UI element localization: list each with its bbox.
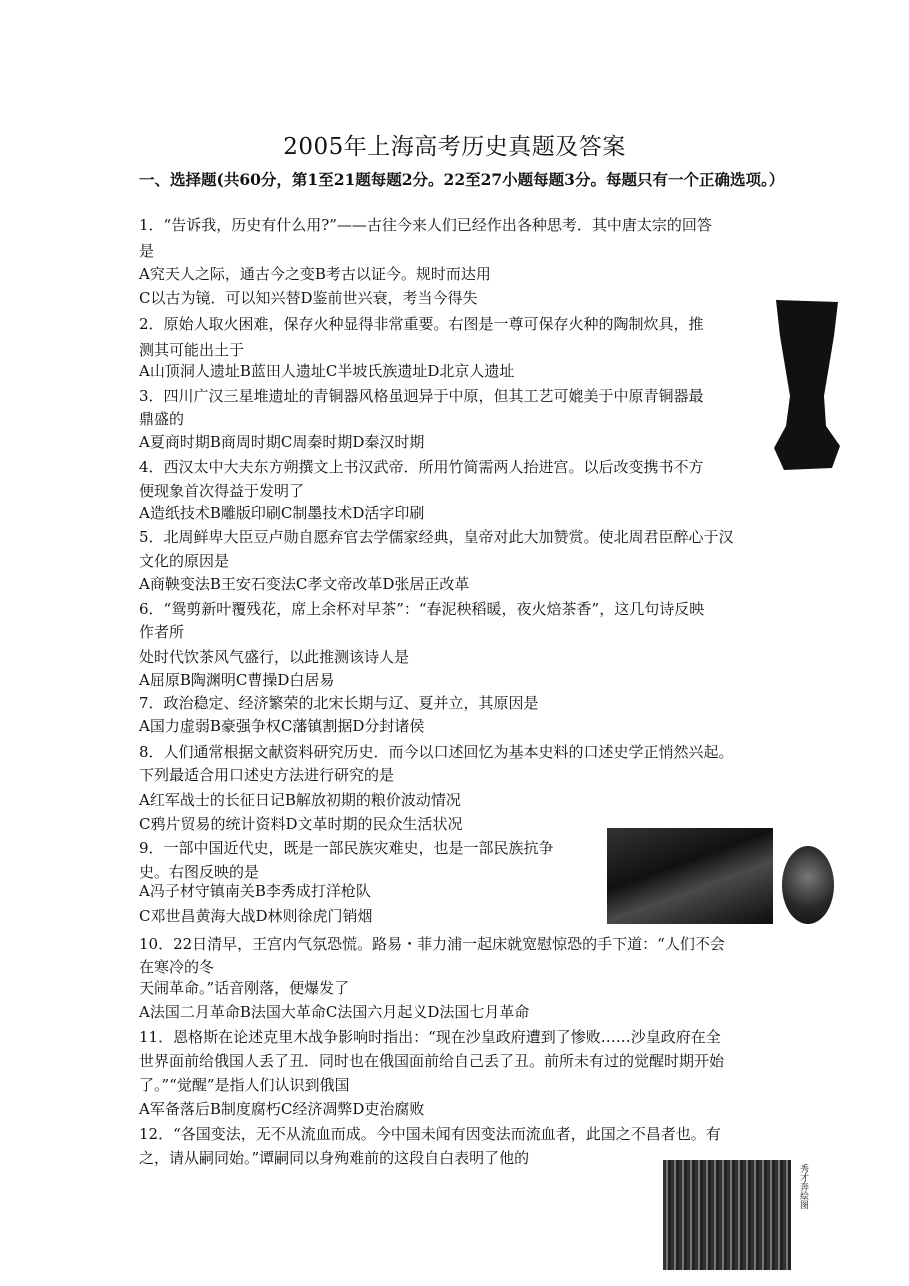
section-heading: 一、选择题(共60分，第1至21题每题2分。22至27小题每题3分。每题只有一个正确选项。）	[139, 170, 785, 189]
text-line: 1．“告诉我，历史有什么用?”——古往今来人们已经作出各种思考．其中唐太宗的回答	[139, 216, 712, 234]
text-line: 鼎盛的	[139, 410, 185, 428]
text-line: 10．22日清早，王宫内气氛恐慌。路易・菲力浦一起床就宽慰惊恐的手下道：“人们不会	[139, 935, 725, 953]
text-line: A法国二月革命B法国大革命C法国六月起义D法国七月革命	[139, 1003, 530, 1021]
text-line: 5．北周鲜卑大臣豆卢勋自愿弃官去学儒家经典，皇帝对此大加赞赏。使北周君臣醉心于汉	[139, 528, 734, 546]
text-line: 下列最适合用口述史方法进行研究的是	[139, 766, 395, 784]
text-line: 便现象首次得益于发明了	[139, 482, 305, 500]
text-line: 世界面前给俄国人丢了丑．同时也在俄国面前给自己丢了丑。前所未有过的觉醒时期开始	[139, 1052, 725, 1070]
text-line: 6．“鸳剪新叶覆残花，席上余杯对早茶”：“春泥秧稻暖，夜火焙茶香”，这几句诗反映	[139, 600, 705, 618]
text-line: A造纸技术B雕版印刷C制墨技术D活字印刷	[139, 504, 425, 522]
text-line: A冯子材守镇南关B李秀成打洋枪队	[139, 882, 371, 900]
text-line: 天闹革命。”话音刚落，便爆发了	[139, 979, 350, 997]
scholar-painting-image	[663, 1160, 791, 1270]
text-line: A究天人之际，通古今之变B考古以证今。规时而达用	[139, 265, 491, 283]
text-line: 2．原始人取火困难，保存火种显得非常重要。右图是一尊可保存火种的陶制炊具，推	[139, 315, 704, 333]
text-line: A军备落后B制度腐朽C经济凋弊D吏治腐败	[139, 1100, 425, 1118]
document-title: 2005年上海高考历史真题及答案	[283, 134, 626, 160]
text-line: 3．四川广汉三星堆遗址的青铜器风格虽迥异于中原，但其工艺可媲美于中原青铜器最	[139, 387, 704, 405]
text-line: 了。”“觉醒”是指人们认识到俄国	[139, 1076, 350, 1094]
text-line: 11．恩格斯在论述克里木战争影响时指出：“现在沙皇政府遭到了惨败……沙皇政府在全	[139, 1028, 721, 1046]
portrait-image	[782, 846, 834, 924]
text-line: A屈原B陶渊明C曹操D白居易	[139, 671, 335, 689]
text-line: C邓世昌黄海大战D林则徐虎门销烟	[139, 907, 373, 925]
text-line: A山顶洞人遗址B蓝田人遗址C半坡氏族遗址D北京人遗址	[139, 362, 515, 380]
text-line: 7．政治稳定、经济繁荣的北宋长期与辽、夏并立，其原因是	[139, 694, 539, 712]
text-line: A夏商时期B商周时期C周秦时期D秦汉时期	[139, 433, 425, 451]
text-line: 测其可能出土于	[139, 341, 245, 359]
text-line: 处时代饮茶风气盛行，以此推测该诗人是	[139, 648, 410, 666]
text-line: 9．一部中国近代史，既是一部民族灾难史，也是一部民族抗争	[139, 839, 554, 857]
text-line: 8．人们通常根据文献资料研究历史．而今以口述回忆为基本史料的口述史学正悄然兴起。	[139, 743, 734, 761]
text-line: 12．“各国变法，无不从流血而成。今中国未闻有因变法而流血者，此国之不昌者也。有	[139, 1125, 721, 1143]
text-line: 史。右图反映的是	[139, 863, 260, 881]
battle-photo-image	[607, 828, 773, 924]
text-line: 在寒冷的冬	[139, 958, 215, 976]
text-line: 之，请从嗣同始。”谭嗣同以身殉难前的这段自白表明了他的	[139, 1149, 530, 1167]
text-line: C以古为镜．可以知兴替D鉴前世兴衰，考当今得失	[139, 289, 478, 307]
text-line: 作者所	[139, 623, 185, 641]
figure-caption: 秀才奔絵图	[798, 1164, 808, 1209]
text-line: C鸦片贸易的统计资料D文革时期的民众生活状况	[139, 815, 463, 833]
text-line: A红军战士的长征日记B解放初期的粮价波动情况	[139, 791, 461, 809]
text-line: 4．西汉太中大夫东方朔撰文上书汉武帝．所用竹简需两人抬进宫。以后改变携书不方	[139, 458, 704, 476]
text-line: 文化的原因是	[139, 552, 230, 570]
text-line: A国力虚弱B豪强争权C藩镇割据D分封诸侯	[139, 717, 425, 735]
text-line: 是	[139, 242, 155, 260]
text-line: A商鞅变法B王安石变法C孝文帝改革D张居正改革	[139, 575, 470, 593]
pottery-vessel-image	[772, 296, 842, 472]
